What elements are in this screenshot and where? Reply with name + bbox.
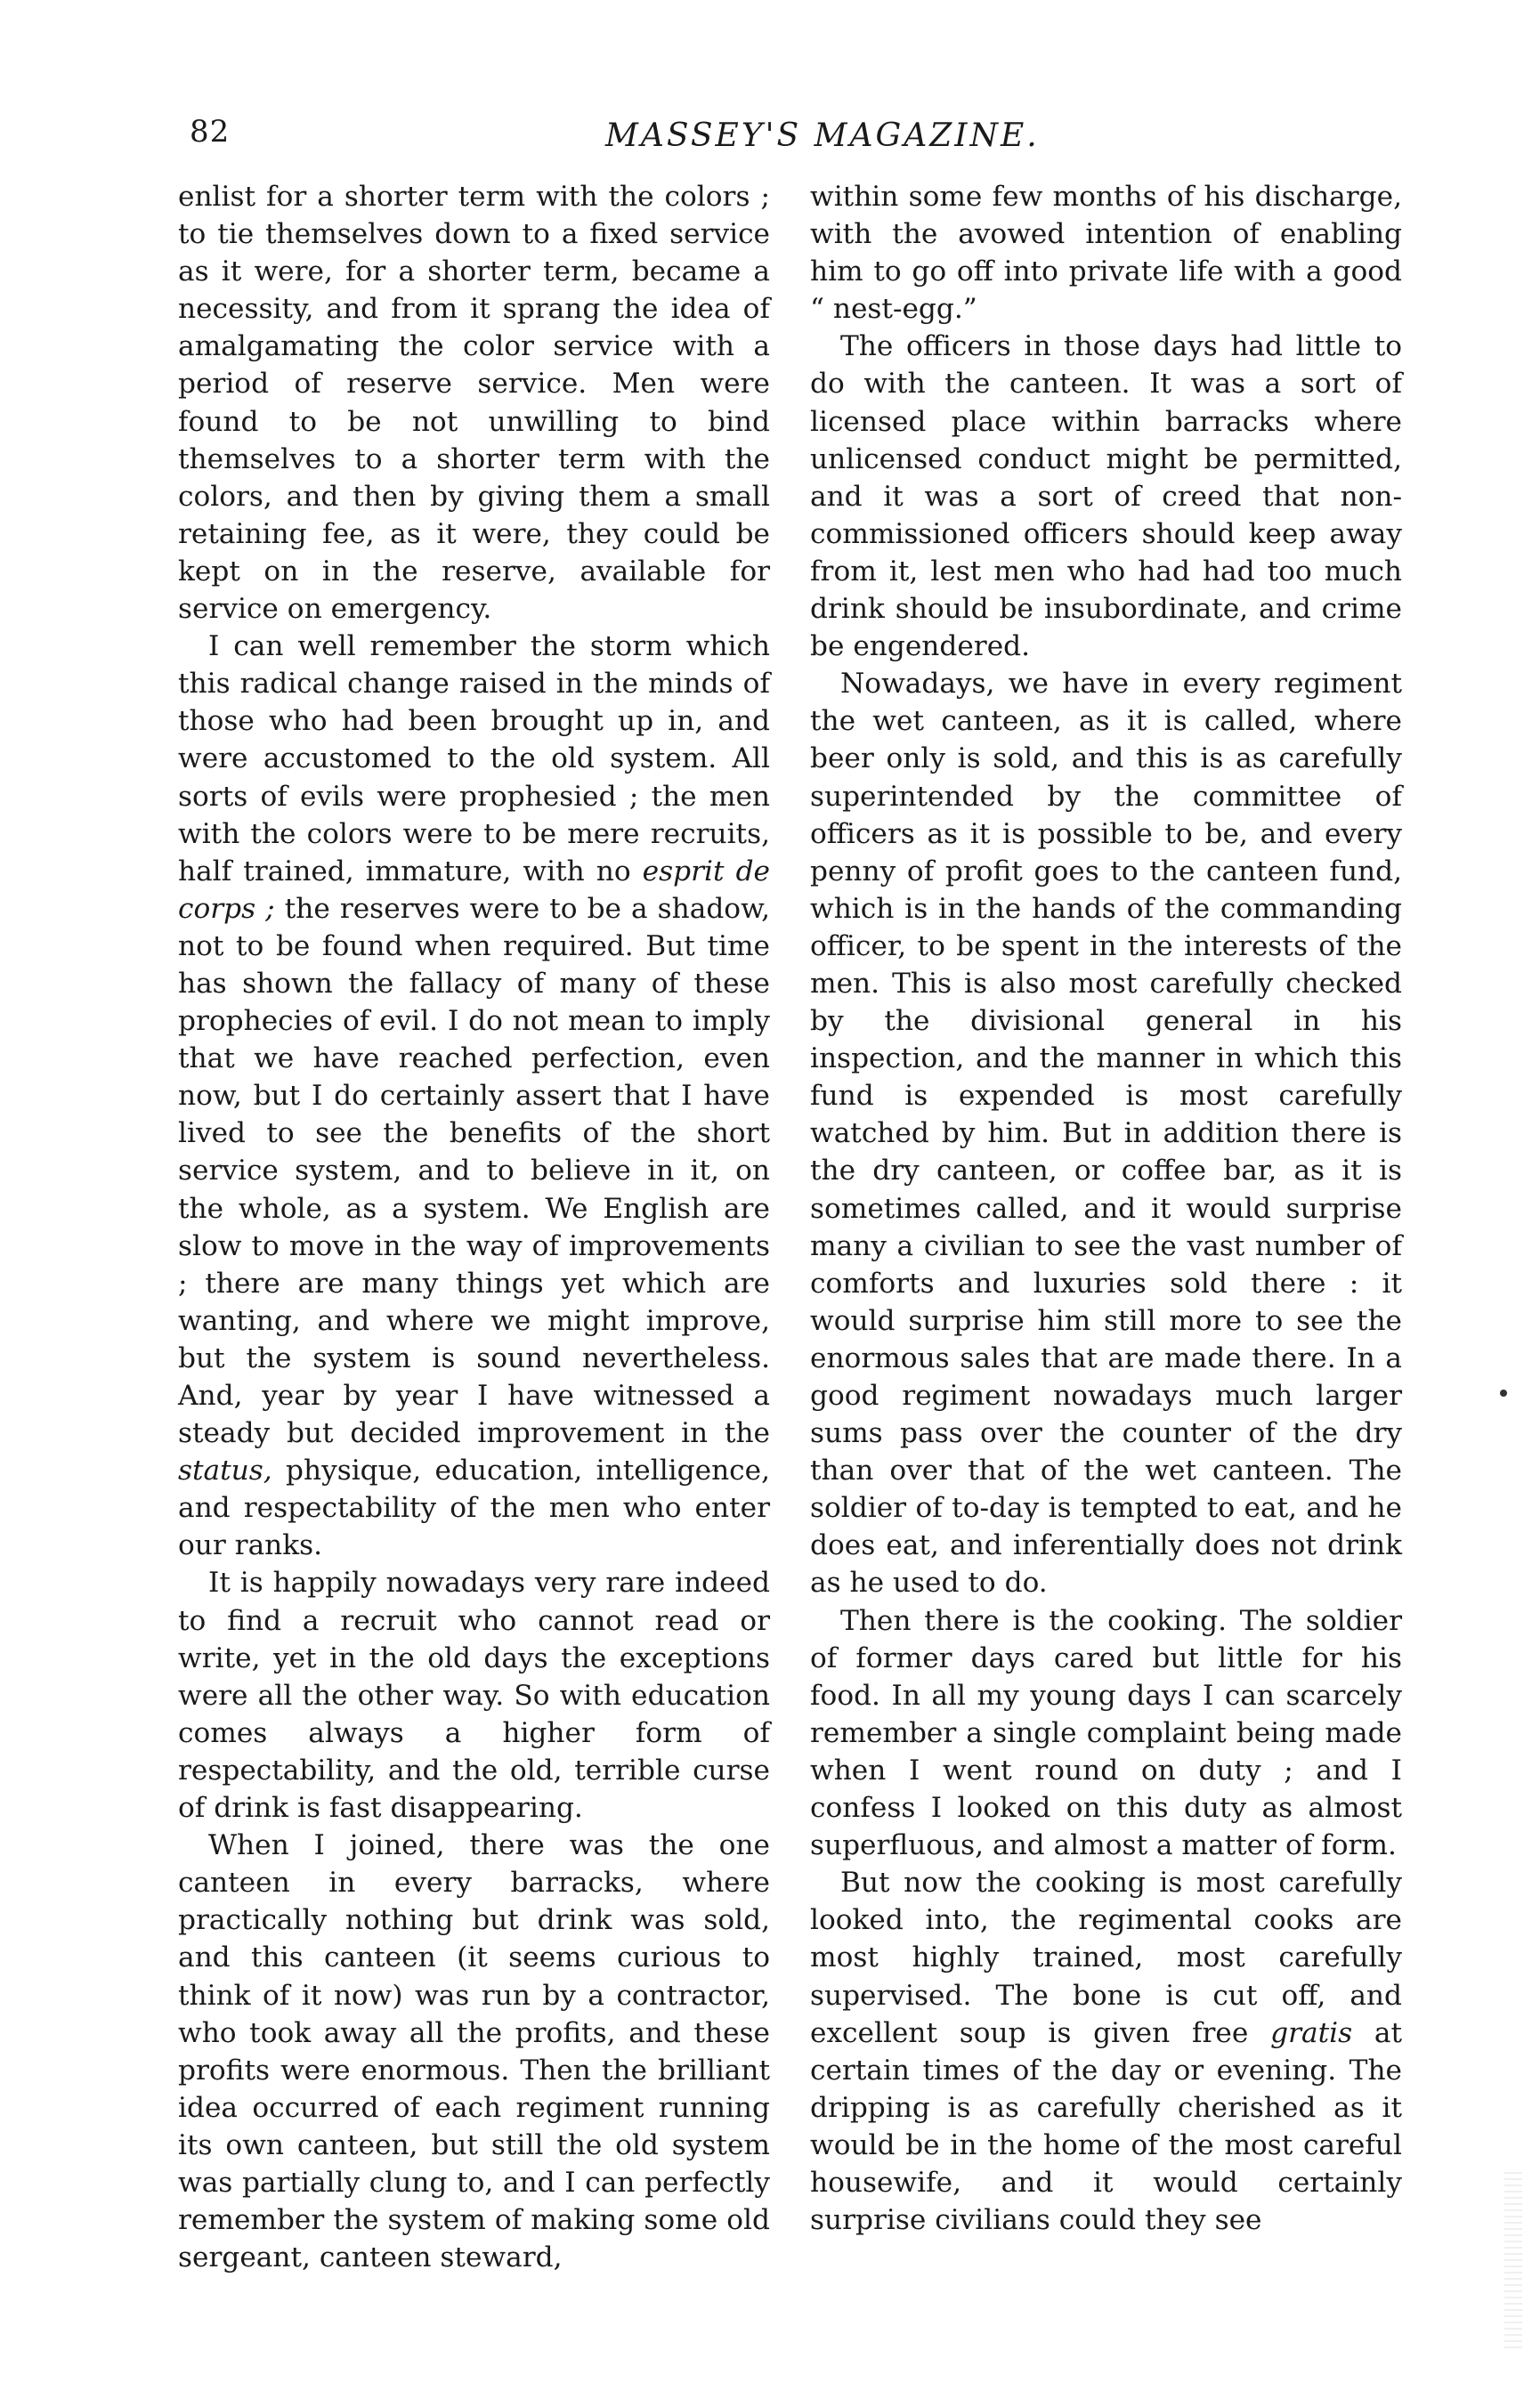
left-paragraph-2-text-a: I can well remember the storm which this radical change raised in the minds of those who had been brought up in, and were accustomed to the old system. All sorts of evils were prophesied ; the men with the colors were to be mere recruits, half trained, immature, with no xyxy=(178,630,770,888)
right-paragraph-1: within some few months of his discharge, with the avowed intention of enabling him to go off into private life with a good “ nest-egg.” xyxy=(810,181,1402,326)
left-paragraph-3: It is happily nowadays very rare indeed to find a recruit who cannot read or write, yet in the old days the exceptions were all the other way. So with education comes always a higher form of respectability, and the old, terrible curse of drink is fast disappearing. xyxy=(178,1567,770,1825)
left-paragraph-1: enlist for a shorter term with the colors ; to tie themselves down to a fixed service as it were, for a shorter term, became a necessity, and from it sprang the idea of amalgamating the color service with a period of reserve service. Men were found to be not unwilling to bind themselves to a shorter term with the colors, and then by giving them a small retaining fee, as it were, they could be kept on in the reserve, available for service on emergency. xyxy=(178,181,770,626)
right-paragraph-2: The officers in those days had little to do with the canteen. It was a sort of licensed place within barracks where unlicensed conduct might be permitted, and it was a sort of creed that non-commissioned officers should keep away from it, lest men who had had too much drink should be insubordinate, and crime be engendered. xyxy=(810,330,1402,663)
left-paragraph-2-text-b: the reserves were to be a shadow, not to be found when required. But time has shown the fallacy of many of these prophecies of evil. I do not mean to imply that we have reached perfection, even now, but I do certainly assert that I have lived to see the benefits of the short service system, and to believe in it, on the whole, as a system. We English are slow to move in the way of improvements ; there are many things yet which are wanting, and where we might improve, but the system is sound nevertheless. And, year by year I have witnessed a steady but decided improvement in the xyxy=(178,892,770,1450)
right-paragraph-5 xyxy=(810,1864,1402,2239)
left-paragraph-2-italic-status: status, xyxy=(178,1455,272,1487)
running-head: MASSEY'S MAGAZINE. xyxy=(605,118,1040,154)
right-paragraph-5-text-b: at certain times of the day or evening. The dripping is as carefully cherished as it would be in the home of the most careful housewife, and it would certainly surprise civilians could they see xyxy=(810,2016,1402,2237)
right-paragraph-5-italic-gratis: gratis xyxy=(1270,2016,1353,2049)
right-paragraph-4: Then there is the cooking. The soldier of former days cared but little for his food. In all my young days I can scarcely remember a single complaint being made when I went round on duty ; and I confess I looked on this duty as almost superfluous, and almost a matter of form. xyxy=(810,1604,1402,1862)
right-paragraph-5-text-a: But now the cooking is most carefully looked into, the regimental cooks are most highly trained, most carefully supervised. The bone is cut off, and excellent soup is given free xyxy=(810,1867,1402,2049)
left-column xyxy=(178,178,770,2276)
left-paragraph-4: When I joined, there was the one canteen in every barracks, where practically nothing but drink was sold, and this canteen (it seems curious to think of it now) was run by a contractor, who took away all the profits, and these profits were enormous. Then the brilliant idea occurred of each regiment running its own canteen, but still the old system was partially clung to, and I can perfectly remember the system of making some old sergeant, canteen steward, xyxy=(178,1829,770,2274)
right-paragraph-3: Nowadays, we have in every regiment the wet canteen, as it is called, where beer only is sold, and this is as carefully superintended by the committee of officers as it is possible to be, and every penny of profit goes to the canteen fund, which is in the hands of the commanding officer, to be spent in the interests of the men. This is also most carefully checked by the divisional general in his inspection, and the manner in which this fund is expended is most carefully watched by him. But in addition there is the dry canteen, or coffee bar, as it is sometimes called, and it would surprise many a civilian to see the vast number of comforts and luxuries sold there : it would surprise him still more to see the enormous sales that are made there. In a good regiment nowadays much larger sums pass over the counter of the dry than over that of the wet canteen. The soldier of to-day is tempted to eat, and he does eat, and inferentially does not drink as he used to do. xyxy=(810,668,1402,1600)
left-paragraph-2-italic-esprit: esprit de corps ; xyxy=(178,855,770,925)
left-paragraph-2-text-c: physique, education, intelligence, and respectability of the men who enter our ranks. xyxy=(178,1455,770,1562)
page-header xyxy=(0,114,1540,167)
ink-dot-mark xyxy=(1500,1390,1507,1397)
right-column xyxy=(810,178,1402,2239)
page-number: 82 xyxy=(190,114,231,150)
left-paragraph-2 xyxy=(178,628,770,1564)
scan-edge-noise xyxy=(1504,2172,1522,2350)
